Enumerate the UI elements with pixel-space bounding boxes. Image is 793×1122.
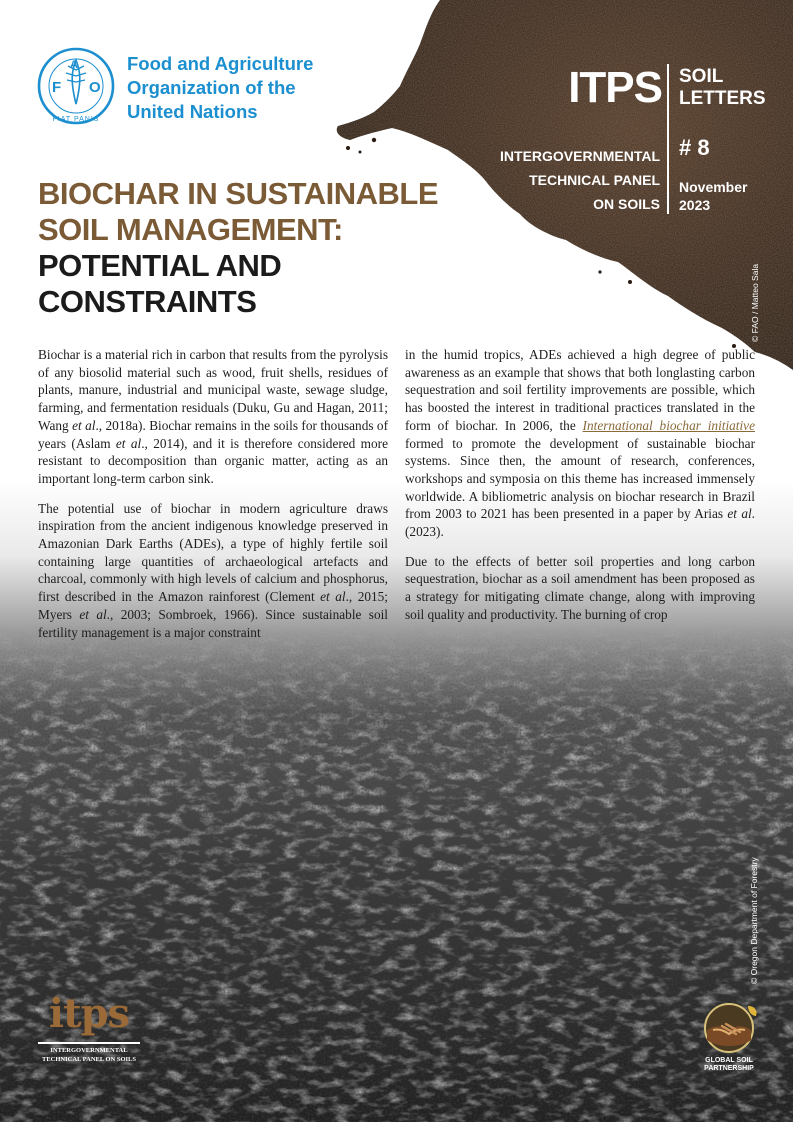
- fao-logo-letter-a: A: [70, 59, 78, 71]
- panel-line-3: ON SOILS: [593, 196, 660, 212]
- right-p1-text-c: . (2023).: [405, 506, 755, 540]
- fao-logo-emblem: [36, 46, 116, 126]
- itps-logo-subtitle-line-2: TECHNICAL PANEL ON SOILS: [42, 1056, 136, 1063]
- gsp-line-2: PARTNERSHIP: [704, 1065, 754, 1072]
- title-line-3: POTENTIAL AND: [38, 248, 282, 283]
- left-p2-etal-2: et al: [79, 606, 107, 622]
- panel-line-2: TECHNICAL PANEL: [529, 172, 660, 188]
- itps-logo-rule: [38, 1042, 140, 1044]
- soil-photo-credit: © FAO / Matteo Sala: [750, 263, 760, 342]
- issue-date: [679, 178, 747, 214]
- fao-logo-letter-o: O: [89, 79, 101, 96]
- left-p1-text-c: ., 2014), and it is therefore considered more resistant to decomposition than organic matter, acting as an important long-term carbon sink.: [38, 435, 388, 486]
- international-biochar-initiative-link[interactable]: International biochar initiative: [582, 417, 755, 433]
- left-p1-text-a: Biochar is a material rich in carbon that results from the pyrolysis of any biosolid material such as wood, fruit shells, residues of plants, manure, industrial and municipal waste, sewage sludge, farming, and fermentation residuals (Duku, Gu and Hagan, 2011; Wang: [38, 347, 388, 433]
- fao-organization-name: [127, 52, 347, 124]
- left-p2-etal-1: et al: [320, 589, 346, 605]
- fao-logo-motto: FIAT PANIS: [52, 116, 100, 123]
- series-line-2: LETTERS: [679, 88, 766, 109]
- panel-name: [470, 144, 660, 216]
- gsp-wordmark: [688, 1057, 770, 1073]
- right-paragraph-1: [405, 346, 755, 541]
- left-p1-etal-1: et al: [72, 417, 96, 433]
- itps-logo: [34, 990, 144, 1076]
- panel-line-1: INTERGOVERNMENTAL: [500, 148, 660, 164]
- right-p1-text-top: in the humid tropics, ADEs achieved a high degree of public awareness as an example that shows that both longlasting carbon sequestration and soil fertility improvements are possible, which has boosted the interest in traditional practices translated in the form of biochar. In 2006, the: [405, 347, 755, 433]
- left-p1-etal-2: et al: [115, 435, 142, 451]
- page-title: [38, 176, 439, 320]
- left-paragraph-1: [38, 346, 388, 488]
- right-paragraph-2: Due to the effects of better soil properties and long carbon sequestration, biochar as a soil amendment has been proposed as a strategy for mitigating climate change, along with improving soil quality and productivity. The burning of crop: [405, 553, 755, 622]
- left-p1-text-b: ., 2018a). Biochar remains in the soils for thousands of years (Aslam: [38, 417, 389, 451]
- fao-logo-letter-f: F: [52, 79, 62, 96]
- title-line-1: BIOCHAR IN SUSTAINABLE: [38, 176, 439, 211]
- issue-month: November: [679, 179, 748, 195]
- itps-logo-subtitle-line-1: INTERGOVERNMENTAL: [50, 1047, 128, 1054]
- itps-acronym: ITPS: [568, 63, 662, 112]
- series-line-1: SOIL: [679, 66, 724, 87]
- biochar-photo-credit: © Oregon Department of Forestry: [749, 857, 759, 984]
- body-column-right: [405, 346, 755, 636]
- itps-logo-subtitle: [34, 1046, 144, 1064]
- left-paragraph-2: [38, 500, 388, 642]
- left-p2-text-b: ., 2015; Myers: [38, 589, 389, 622]
- gsp-line-1: GLOBAL SOIL: [705, 1057, 753, 1064]
- right-p1-etal: et al: [727, 506, 752, 522]
- left-p2-text-c: ., 2003; Sombroek, 1966). Since sustainable soil fertility management is a major constraint: [38, 606, 388, 640]
- fao-name-line-3: United Nations: [127, 101, 258, 122]
- series-name: [679, 66, 766, 110]
- body-column-left: [38, 346, 388, 653]
- fao-name-line-2: Organization of the: [127, 77, 296, 98]
- title-line-2: SOIL MANAGEMENT:: [38, 212, 343, 247]
- left-p2-text-a: The potential use of biochar in modern agriculture draws inspiration from the ancient indigenous knowledge preserved in Amazonian Dark Earths (ADEs), a type of highly fertile soil containing large quantities of archaeological artefacts and charcoal, commonly with high levels of calcium and phosphorus, first described in the Amazon rainforest (Clement: [38, 500, 388, 605]
- itps-logo-wordmark: itps: [48, 990, 130, 1037]
- title-line-4: CONSTRAINTS: [38, 284, 257, 319]
- issue-number: # 8: [679, 135, 710, 160]
- fao-name-line-1: Food and Agriculture: [127, 53, 314, 74]
- right-p1-text-b: formed to promote the development of sustainable biochar systems. Since then, the amount of research, conferences, workshops and symposia on this theme has increased immensely worldwide. A bibliometric analysis on biochar research in Brazil from 2003 to 2021 has been presented in a paper by Arias: [405, 435, 755, 522]
- masthead-divider: [667, 64, 669, 214]
- issue-year: 2023: [679, 197, 711, 213]
